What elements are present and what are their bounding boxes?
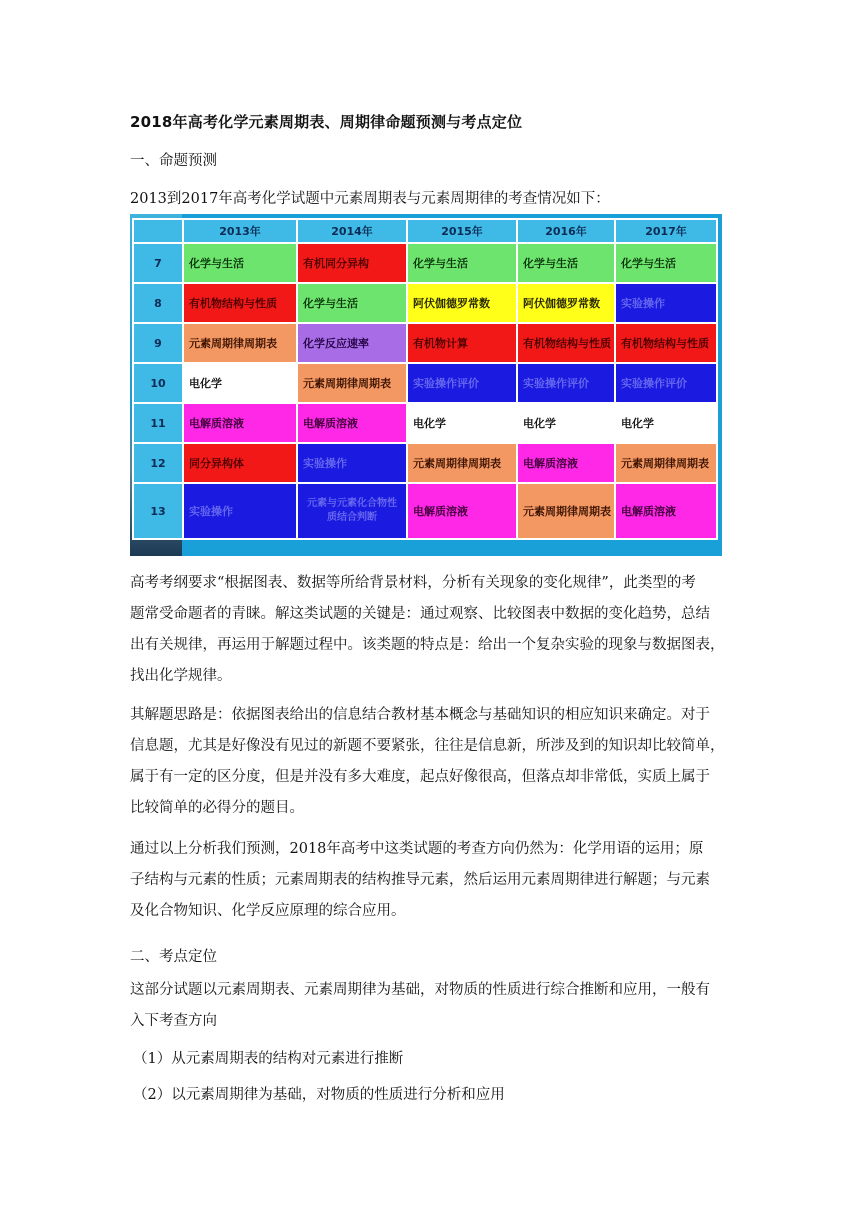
paragraph-line: 找出化学规律。 [130, 668, 232, 684]
header-corner [133, 219, 183, 243]
topic-cell: 阿伏伽德罗常数 [407, 283, 517, 323]
topic-cell: 电解质溶液 [183, 403, 297, 443]
table-row [133, 323, 717, 363]
topic-cell: 元素周期律周期表 [615, 443, 717, 483]
document-title: 2018年高考化学元素周期表、周期律命题预测与考点定位 [130, 113, 523, 131]
question-number: 13 [133, 483, 183, 539]
paragraph-line: 通过以上分析我们预测，2018年高考中这类试题的考查方向仍然为：化学用语的运用；原 [130, 841, 704, 857]
topic-cell: 化学与生活 [517, 243, 615, 283]
topic-cell: 电解质溶液 [297, 403, 407, 443]
paragraph-line: 高考考纲要求“根据图表、数据等所给背景材料，分析有关现象的变化规律”，此类型的考 [130, 575, 696, 591]
topic-cell: 电化学 [517, 403, 615, 443]
topic-cell: 元素周期律周期表 [407, 443, 517, 483]
topic-cell: 化学反应速率 [297, 323, 407, 363]
question-number: 12 [133, 443, 183, 483]
exam-table [132, 218, 718, 540]
table-row [133, 443, 717, 483]
table-row [133, 363, 717, 403]
topic-cell: 元素周期律周期表 [517, 483, 615, 539]
section2-heading: 二、考点定位 [130, 949, 217, 965]
topic-cell: 实验操作评价 [517, 363, 615, 403]
question-number: 9 [133, 323, 183, 363]
topic-cell: 电化学 [615, 403, 717, 443]
table-row [133, 243, 717, 283]
topic-cell: 有机物结构与性质 [183, 283, 297, 323]
paragraph-1 [130, 568, 730, 692]
list-item-2: （2）以元素周期律为基础，对物质的性质进行分析和应用 [133, 1087, 505, 1103]
topic-cell: 化学与生活 [615, 243, 717, 283]
question-number: 8 [133, 283, 183, 323]
topic-cell: 化学与生活 [407, 243, 517, 283]
paragraph-line: 出有关规律，再运用于解题过程中。该类题的特点是：给出一个复杂实验的现象与数据图表， [130, 637, 725, 653]
question-number: 7 [133, 243, 183, 283]
topic-cell: 电解质溶液 [517, 443, 615, 483]
topic-cell: 实验操作 [297, 443, 407, 483]
paragraph-line: 及化合物知识、化学反应原理的综合应用。 [130, 903, 406, 919]
section1-heading: 一、命题预测 [130, 153, 217, 169]
paragraph-line: 子结构与元素的性质；元素周期表的结构推导元素，然后运用元素周期律进行解题；与元素 [130, 872, 710, 888]
question-number: 10 [133, 363, 183, 403]
topic-cell: 有机同分异构 [297, 243, 407, 283]
question-number: 11 [133, 403, 183, 443]
topic-cell: 化学与生活 [297, 283, 407, 323]
table-row [133, 283, 717, 323]
topic-cell: 有机物结构与性质 [517, 323, 615, 363]
table-header-row [133, 219, 717, 243]
paragraph-4 [130, 975, 730, 1037]
topic-cell: 有机物结构与性质 [615, 323, 717, 363]
intro-text: 2013到2017年高考化学试题中元素周期表与元素周期律的考查情况如下： [130, 191, 610, 207]
topic-cell: 化学与生活 [183, 243, 297, 283]
topic-cell: 电化学 [407, 403, 517, 443]
topic-cell: 元素周期律周期表 [297, 363, 407, 403]
topic-cell: 同分异构体 [183, 443, 297, 483]
paragraph-line: 属于有一定的区分度，但是并没有多大难度，起点好像很高，但落点却非常低，实质上属于 [130, 769, 710, 785]
topic-cell: 元素周期律周期表 [183, 323, 297, 363]
topic-cell: 元素与元素化合物性质结合判断 [297, 483, 407, 539]
paragraph-line: 入下考查方向 [130, 1013, 217, 1029]
header-year: 2016年 [517, 219, 615, 243]
paragraph-line: 比较简单的必得分的题目。 [130, 800, 304, 816]
topic-cell: 实验操作评价 [407, 363, 517, 403]
paragraph-line: 其解题思路是：依据图表给出的信息结合教材基本概念与基础知识的相应知识来确定。对于 [130, 707, 710, 723]
topic-cell: 有机物计算 [407, 323, 517, 363]
topic-cell: 阿伏伽德罗常数 [517, 283, 615, 323]
header-year: 2015年 [407, 219, 517, 243]
topic-cell: 电化学 [183, 363, 297, 403]
topic-cell: 电解质溶液 [615, 483, 717, 539]
paragraph-line: 题常受命题者的青睐。解这类试题的关键是：通过观察、比较图表中数据的变化趋势，总结 [130, 606, 710, 622]
paragraph-3 [130, 834, 730, 927]
list-item-1: （1）从元素周期表的结构对元素进行推断 [133, 1051, 404, 1067]
topic-cell: 电解质溶液 [407, 483, 517, 539]
paragraph-line: 这部分试题以元素周期表、元素周期律为基础，对物质的性质进行综合推断和应用，一般有 [130, 982, 710, 998]
paragraph-2 [130, 700, 730, 824]
table-row [133, 403, 717, 443]
table-body [133, 243, 717, 539]
topic-cell: 实验操作 [183, 483, 297, 539]
header-year: 2017年 [615, 219, 717, 243]
topic-cell: 实验操作 [615, 283, 717, 323]
topic-cell: 实验操作评价 [615, 363, 717, 403]
header-year: 2013年 [183, 219, 297, 243]
table-row [133, 483, 717, 539]
paragraph-line: 信息题，尤其是好像没有见过的新题不要紧张，往往是信息新，所涉及到的知识却比较简单， [130, 738, 725, 754]
exam-table-image [130, 214, 722, 556]
header-year: 2014年 [297, 219, 407, 243]
